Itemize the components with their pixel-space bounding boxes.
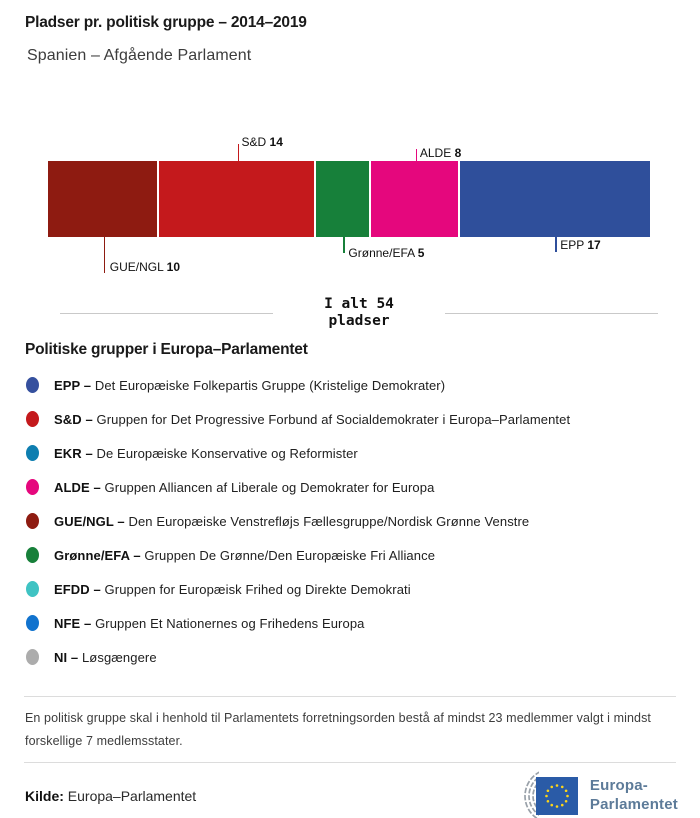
- legend-label: NFE – Gruppen Et Nationernes og Frihedens Europa: [54, 615, 365, 631]
- legend-dot-icon: [26, 513, 39, 529]
- legend-row-gr-nne-efa: [0, 538, 700, 572]
- source-label: Kilde:: [25, 788, 64, 804]
- bar-segment-s-d: [159, 161, 313, 237]
- callout-label-gr-nne-efa: Grønne/EFA 5: [348, 246, 425, 260]
- legend-row-epp: [0, 368, 700, 402]
- footer: [0, 763, 700, 818]
- total-seats-row: [60, 292, 658, 334]
- legend-list: [0, 368, 700, 674]
- legend-label: ALDE – Gruppen Alliancen af Liberale og Demokrater for Europa: [54, 479, 435, 495]
- bar-segment-gue-ngl: [48, 161, 157, 237]
- legend-label: EFDD – Gruppen for Europæisk Frihed og Direkte Demokrati: [54, 581, 411, 597]
- source-line: [25, 788, 196, 804]
- total-right-rule: [445, 313, 658, 314]
- page-subtitle: Spanien – Afgående Parlament: [27, 47, 252, 64]
- legend-dot-icon: [26, 445, 39, 461]
- total-left-rule: [60, 313, 273, 314]
- legend-dot-icon: [26, 649, 39, 665]
- ep-logo-line2: Parlamentet: [589, 796, 678, 813]
- bar-segment-alde: [371, 161, 458, 237]
- bar-segment-gr-nne-efa: [316, 161, 370, 237]
- legend-label: Grønne/EFA – Gruppen De Grønne/Den Europæiske Fri Alliance: [54, 547, 436, 563]
- callout-line-epp: [555, 237, 557, 252]
- seat-bar-chart: [0, 127, 700, 282]
- legend-dot-icon: [26, 411, 39, 427]
- callout-label-alde: ALDE 8: [419, 146, 462, 160]
- legend-row-ekr: [0, 436, 700, 470]
- legend-heading: Politiske grupper i Europa–Parlamentet: [25, 341, 308, 358]
- callout-line-s-d: [238, 144, 240, 161]
- total-seats-line1: I alt 54: [324, 295, 394, 312]
- legend-dot-icon: [26, 479, 39, 495]
- callout-label-epp: EPP 17: [560, 238, 601, 252]
- legend-row-efdd: [0, 572, 700, 606]
- ep-hemicycle-icon: [500, 767, 586, 818]
- page-title: Pladser pr. politisk gruppe – 2014–2019: [25, 14, 307, 31]
- bar-segment-epp: [460, 161, 650, 237]
- legend-label: EKR – De Europæiske Konservative og Reformister: [54, 445, 358, 461]
- source-value: Europa–Parlamentet: [67, 788, 197, 804]
- legend-dot-icon: [26, 547, 39, 563]
- eu-flag: [536, 777, 578, 815]
- legend-label: NI – Løsgængere: [54, 649, 157, 665]
- legend-row-s-d: [0, 402, 700, 436]
- callout-label-s-d: S&D 14: [241, 135, 283, 149]
- legend-label: EPP – Det Europæiske Folkepartis Gruppe (Kristelige Demokrater): [54, 377, 446, 393]
- legend-row-gue-ngl: [0, 504, 700, 538]
- header: [0, 0, 700, 65]
- total-seats-label: [273, 296, 445, 330]
- ep-logo-text: [590, 777, 678, 815]
- callout-line-gr-nne-efa: [343, 237, 345, 253]
- legend-row-nfe: [0, 606, 700, 640]
- callout-label-gue-ngl: GUE/NGL 10: [109, 260, 180, 274]
- total-seats-line2: pladser: [328, 313, 390, 329]
- legend-dot-icon: [26, 377, 39, 393]
- ep-logo-line1: Europa-: [589, 777, 648, 795]
- legend-dot-icon: [26, 615, 39, 631]
- ep-logo: [500, 767, 678, 818]
- legend-row-ni: [0, 640, 700, 674]
- callout-line-alde: [416, 149, 418, 161]
- legend-dot-icon: [26, 581, 39, 597]
- legend-label: GUE/NGL – Den Europæiske Venstrefløjs Fællesgruppe/Nordisk Grønne Venstre: [54, 513, 530, 529]
- callout-line-gue-ngl: [104, 237, 106, 273]
- legend-row-alde: [0, 470, 700, 504]
- legend-label: S&D – Gruppen for Det Progressive Forbund af Socialdemokrater i Europa–Parlamentet: [54, 411, 571, 427]
- footnote-text: En politisk gruppe skal i henhold til Parlamentets forretningsorden bestå af mindst 23 medlemmer valgt i mindst forskellige 7 medlemsstater.: [25, 711, 651, 748]
